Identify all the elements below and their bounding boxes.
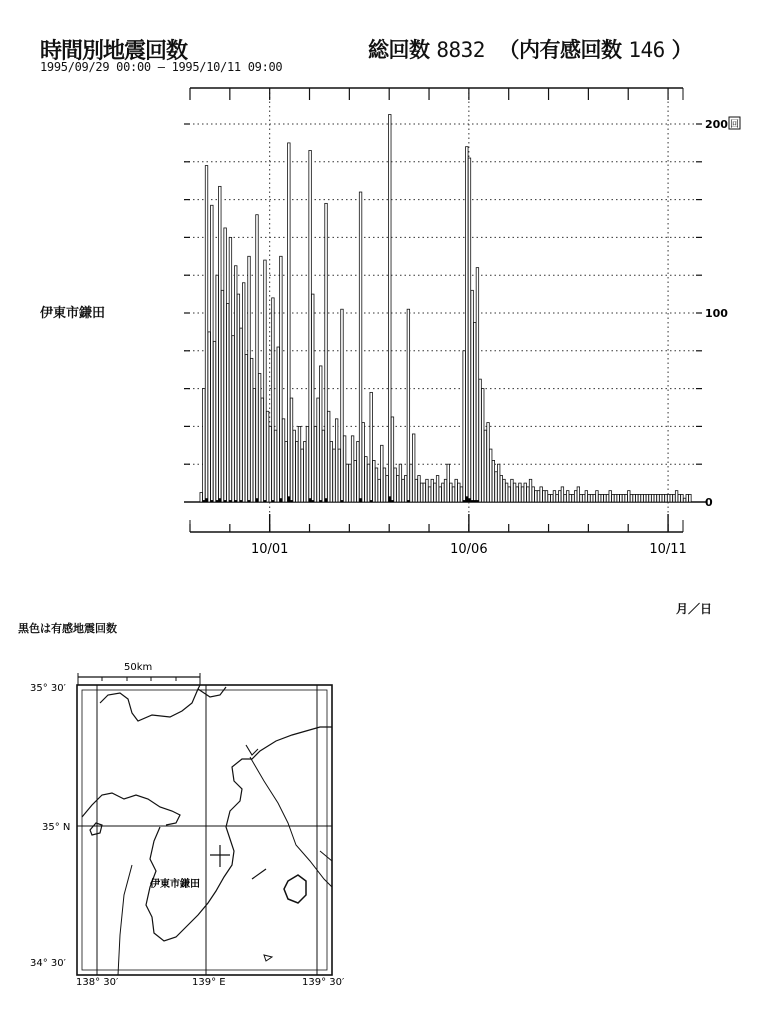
x-tick-label: 10/06 bbox=[450, 542, 488, 557]
count-bar bbox=[460, 487, 463, 502]
count-bar bbox=[343, 436, 346, 502]
count-bar bbox=[495, 472, 498, 502]
count-bar bbox=[224, 228, 227, 502]
felt-bar bbox=[205, 498, 208, 502]
felt-bar bbox=[272, 500, 275, 502]
count-bar bbox=[274, 430, 277, 502]
count-bar bbox=[452, 487, 455, 502]
felt-bar bbox=[370, 500, 373, 502]
count-bar bbox=[643, 494, 646, 502]
count-bar bbox=[314, 426, 317, 502]
count-bar bbox=[442, 483, 445, 502]
felt-bar bbox=[468, 498, 471, 502]
count-bar bbox=[667, 494, 670, 502]
felt-bar bbox=[211, 500, 214, 502]
scale-label: 50km bbox=[124, 662, 153, 673]
count-bar bbox=[229, 237, 232, 502]
count-bar bbox=[471, 290, 474, 502]
count-bar bbox=[577, 487, 580, 502]
count-bar bbox=[484, 430, 487, 502]
felt-bar bbox=[463, 500, 466, 502]
y-tick-label: 100 bbox=[705, 307, 728, 320]
count-bar bbox=[412, 434, 415, 502]
count-bar bbox=[649, 494, 652, 502]
count-bar bbox=[227, 304, 230, 502]
count-bar bbox=[569, 494, 572, 502]
count-bar bbox=[272, 298, 275, 502]
count-bar bbox=[543, 491, 546, 502]
count-bar bbox=[593, 494, 596, 502]
y-tick-label: 0 bbox=[705, 496, 713, 509]
felt-bar bbox=[325, 498, 328, 502]
felt-bar bbox=[229, 500, 232, 502]
count-bar bbox=[200, 493, 203, 502]
count-bar bbox=[415, 479, 418, 502]
count-bar bbox=[383, 468, 386, 502]
count-bar bbox=[659, 494, 662, 502]
count-bar bbox=[614, 494, 617, 502]
felt-bar bbox=[224, 500, 227, 502]
felt-bar bbox=[407, 500, 410, 502]
felt-bar bbox=[391, 500, 394, 502]
count-bar bbox=[582, 494, 585, 502]
count-bar bbox=[527, 487, 530, 502]
count-bar bbox=[346, 464, 349, 502]
count-bar bbox=[293, 430, 296, 502]
lon-label-139e: 139° E bbox=[192, 977, 226, 988]
count-bar bbox=[622, 494, 625, 502]
count-bar bbox=[248, 256, 251, 502]
count-bar bbox=[351, 436, 354, 502]
count-bar bbox=[221, 290, 224, 502]
count-bar bbox=[211, 205, 214, 502]
count-bar bbox=[657, 494, 660, 502]
felt-bar bbox=[290, 500, 293, 502]
count-bar bbox=[370, 392, 373, 502]
count-bar bbox=[540, 487, 543, 502]
count-bar bbox=[319, 366, 322, 502]
count-bar bbox=[686, 494, 689, 502]
felt-bar bbox=[312, 500, 315, 502]
count-bar bbox=[601, 494, 604, 502]
count-bar bbox=[580, 494, 583, 502]
count-bar bbox=[378, 479, 381, 502]
count-bar bbox=[219, 186, 222, 502]
count-bar bbox=[258, 373, 261, 502]
felt-bar bbox=[476, 500, 479, 502]
count-bar bbox=[532, 487, 535, 502]
count-bar bbox=[628, 491, 631, 502]
count-bar bbox=[423, 483, 426, 502]
felt-label: （内有感回数 bbox=[498, 38, 622, 62]
count-bar bbox=[620, 494, 623, 502]
lat-label-34-30: 34° 30′ bbox=[30, 958, 66, 969]
count-bar bbox=[242, 283, 245, 502]
river-line bbox=[118, 865, 132, 975]
count-bar bbox=[537, 491, 540, 502]
count-bar bbox=[420, 483, 423, 502]
count-bar bbox=[317, 398, 320, 502]
count-bar bbox=[545, 491, 548, 502]
count-bar bbox=[508, 487, 511, 502]
count-bar bbox=[505, 483, 508, 502]
felt-bar bbox=[216, 500, 219, 502]
count-bar bbox=[521, 487, 524, 502]
felt-bar bbox=[280, 498, 283, 502]
felt-bar bbox=[256, 498, 259, 502]
count-bar bbox=[434, 483, 437, 502]
count-bar bbox=[391, 417, 394, 502]
count-bar bbox=[394, 468, 397, 502]
station-name: 伊東市鎌田 bbox=[40, 306, 106, 321]
count-bar bbox=[250, 358, 253, 502]
count-bar bbox=[338, 449, 341, 502]
count-bar bbox=[479, 379, 482, 502]
count-bar bbox=[373, 460, 376, 502]
izu-peninsula-coast bbox=[146, 727, 332, 941]
count-bar bbox=[675, 491, 678, 502]
count-bar bbox=[290, 398, 293, 502]
count-bar bbox=[596, 491, 599, 502]
count-bar bbox=[630, 494, 633, 502]
lat-label-35-30: 35° 30′ bbox=[30, 683, 66, 694]
count-bar bbox=[312, 294, 315, 502]
felt-bar bbox=[234, 500, 237, 502]
map-station-label: 伊東市鎌田 bbox=[150, 879, 200, 890]
count-bar bbox=[662, 494, 665, 502]
felt-bar bbox=[248, 500, 251, 502]
count-bar bbox=[553, 491, 556, 502]
count-bar bbox=[280, 256, 283, 502]
felt-bar bbox=[341, 500, 344, 502]
chart-bars bbox=[200, 115, 691, 502]
count-bar bbox=[617, 494, 620, 502]
count-bar bbox=[237, 294, 240, 502]
count-bar bbox=[304, 442, 307, 502]
count-bar bbox=[516, 487, 519, 502]
count-bar bbox=[285, 442, 288, 502]
count-bar bbox=[609, 491, 612, 502]
count-bar bbox=[646, 494, 649, 502]
count-bar bbox=[673, 494, 676, 502]
count-bar bbox=[381, 445, 384, 502]
count-bar bbox=[638, 494, 641, 502]
count-bar bbox=[497, 464, 500, 502]
count-bar bbox=[341, 309, 344, 502]
count-bar bbox=[474, 322, 477, 502]
count-bar bbox=[455, 479, 458, 502]
count-bar bbox=[476, 268, 479, 502]
count-bar bbox=[439, 487, 442, 502]
count-bar bbox=[466, 147, 469, 502]
count-bar bbox=[386, 476, 389, 502]
count-bar bbox=[519, 483, 522, 502]
count-bar bbox=[298, 426, 301, 502]
count-bar bbox=[670, 494, 673, 502]
border-line bbox=[320, 851, 332, 861]
count-bar bbox=[574, 491, 577, 502]
count-bar bbox=[404, 476, 407, 502]
count-bar bbox=[288, 143, 291, 502]
map-frame bbox=[77, 685, 332, 975]
count-bar bbox=[327, 411, 330, 502]
count-bar bbox=[269, 426, 272, 502]
count-bar bbox=[216, 275, 219, 502]
count-bar bbox=[468, 158, 471, 502]
prefecture-border bbox=[100, 685, 200, 721]
felt-bar bbox=[471, 500, 474, 502]
count-bar bbox=[359, 192, 362, 502]
felt-bar bbox=[319, 500, 322, 502]
count-bar bbox=[513, 483, 516, 502]
count-bar bbox=[354, 460, 357, 502]
felt-bar bbox=[288, 496, 291, 502]
lat-label-35n: 35° N bbox=[42, 822, 71, 833]
count-bar bbox=[399, 464, 402, 502]
felt-bar bbox=[203, 500, 206, 502]
count-bar bbox=[681, 494, 684, 502]
count-bar bbox=[458, 483, 461, 502]
count-bar bbox=[641, 494, 644, 502]
count-bar bbox=[245, 355, 248, 502]
count-bar bbox=[665, 494, 668, 502]
count-bar bbox=[564, 494, 567, 502]
count-bar bbox=[590, 494, 593, 502]
count-bar bbox=[612, 494, 615, 502]
coastline-inlet bbox=[90, 823, 102, 835]
count-bar bbox=[365, 457, 368, 502]
count-bar bbox=[349, 464, 352, 502]
small-island bbox=[264, 955, 272, 961]
count-bar bbox=[396, 476, 399, 502]
felt-bar bbox=[359, 498, 362, 502]
count-bar bbox=[402, 479, 405, 502]
count-bar bbox=[253, 389, 256, 502]
count-bar bbox=[651, 494, 654, 502]
count-bar bbox=[309, 150, 312, 502]
count-bar bbox=[325, 203, 328, 502]
count-bar bbox=[559, 491, 562, 502]
count-bar bbox=[556, 494, 559, 502]
count-bar bbox=[561, 487, 564, 502]
count-bar bbox=[428, 487, 431, 502]
count-bar bbox=[296, 442, 299, 502]
count-bar bbox=[492, 460, 495, 502]
count-bar bbox=[203, 389, 206, 502]
felt-bar bbox=[474, 500, 477, 502]
count-bar bbox=[503, 479, 506, 502]
count-bar bbox=[511, 479, 514, 502]
lon-label-138-30: 138° 30′ bbox=[76, 977, 119, 988]
felt-bar bbox=[309, 498, 312, 502]
x-axis-unit: 月／日 bbox=[676, 602, 713, 616]
border-line bbox=[250, 757, 332, 887]
count-bar bbox=[264, 260, 267, 502]
count-bar bbox=[266, 411, 269, 502]
count-bar bbox=[407, 309, 410, 502]
count-bar bbox=[588, 494, 591, 502]
felt-bar bbox=[219, 498, 222, 502]
count-bar bbox=[524, 483, 527, 502]
count-bar bbox=[636, 494, 639, 502]
count-bar bbox=[234, 266, 237, 502]
count-bar bbox=[213, 341, 216, 502]
count-bar bbox=[431, 479, 434, 502]
legend-note: 黒色は有感地震回数 bbox=[18, 622, 117, 635]
count-bar bbox=[654, 494, 657, 502]
count-bar bbox=[535, 491, 538, 502]
count-bar bbox=[447, 464, 450, 502]
count-bar bbox=[330, 442, 333, 502]
fault-line bbox=[252, 869, 266, 879]
lon-label-139-30: 139° 30′ bbox=[302, 977, 345, 988]
count-bar bbox=[375, 468, 378, 502]
count-bar bbox=[450, 483, 453, 502]
count-bar bbox=[678, 494, 681, 502]
felt-bar bbox=[264, 500, 267, 502]
count-bar bbox=[529, 479, 532, 502]
count-bar bbox=[426, 479, 429, 502]
chart-title: 時間別地震回数 bbox=[40, 39, 188, 64]
count-bar bbox=[418, 476, 421, 502]
count-bar bbox=[232, 336, 235, 502]
felt-count: 146 bbox=[628, 38, 665, 62]
count-bar bbox=[689, 494, 692, 502]
count-bar bbox=[333, 449, 336, 502]
count-bar bbox=[598, 494, 601, 502]
location-map bbox=[20, 655, 360, 1000]
island-oshima bbox=[284, 875, 306, 903]
count-bar bbox=[481, 389, 484, 502]
count-bar bbox=[551, 494, 554, 502]
count-bar bbox=[301, 449, 304, 502]
felt-bar bbox=[466, 496, 469, 502]
x-tick-label: 10/01 bbox=[250, 542, 289, 557]
count-bar bbox=[205, 166, 208, 502]
count-bar bbox=[604, 494, 607, 502]
count-bar bbox=[322, 430, 325, 502]
count-bar bbox=[463, 351, 466, 502]
count-bar bbox=[256, 215, 259, 502]
count-bar bbox=[282, 419, 285, 502]
count-bar bbox=[683, 498, 686, 502]
count-bar bbox=[357, 442, 360, 502]
felt-close: ） bbox=[671, 38, 693, 62]
total-label: 総回数 bbox=[368, 38, 430, 62]
y-unit-label: 回 bbox=[730, 120, 740, 130]
period-range: 1995/09/29 00:00 — 1995/10/11 09:00 bbox=[40, 60, 283, 74]
x-tick-label: 10/11 bbox=[649, 542, 687, 557]
count-bar bbox=[410, 464, 413, 502]
count-bar bbox=[306, 426, 309, 502]
total-count: 8832 bbox=[436, 38, 485, 62]
count-bar bbox=[572, 494, 575, 502]
count-bar bbox=[367, 464, 370, 502]
count-bar bbox=[606, 494, 609, 502]
count-bar bbox=[444, 479, 447, 502]
count-bar bbox=[335, 419, 338, 502]
felt-bar bbox=[389, 496, 392, 502]
count-bar bbox=[585, 491, 588, 502]
coastline bbox=[246, 745, 258, 755]
count-bar bbox=[487, 423, 490, 502]
count-bar bbox=[566, 491, 569, 502]
y-tick-label: 200 bbox=[705, 118, 728, 131]
count-bar bbox=[436, 476, 439, 502]
count-bar bbox=[633, 494, 636, 502]
count-bar bbox=[277, 347, 280, 502]
count-bar bbox=[240, 328, 243, 502]
count-bar bbox=[500, 476, 503, 502]
count-bar bbox=[625, 494, 628, 502]
prefecture-border bbox=[198, 687, 226, 697]
count-bar bbox=[548, 494, 551, 502]
count-bar bbox=[362, 423, 365, 502]
count-bar bbox=[208, 332, 211, 502]
count-bar bbox=[489, 449, 492, 502]
felt-bar bbox=[240, 500, 243, 502]
count-bar bbox=[261, 398, 264, 502]
count-bar bbox=[389, 115, 392, 502]
